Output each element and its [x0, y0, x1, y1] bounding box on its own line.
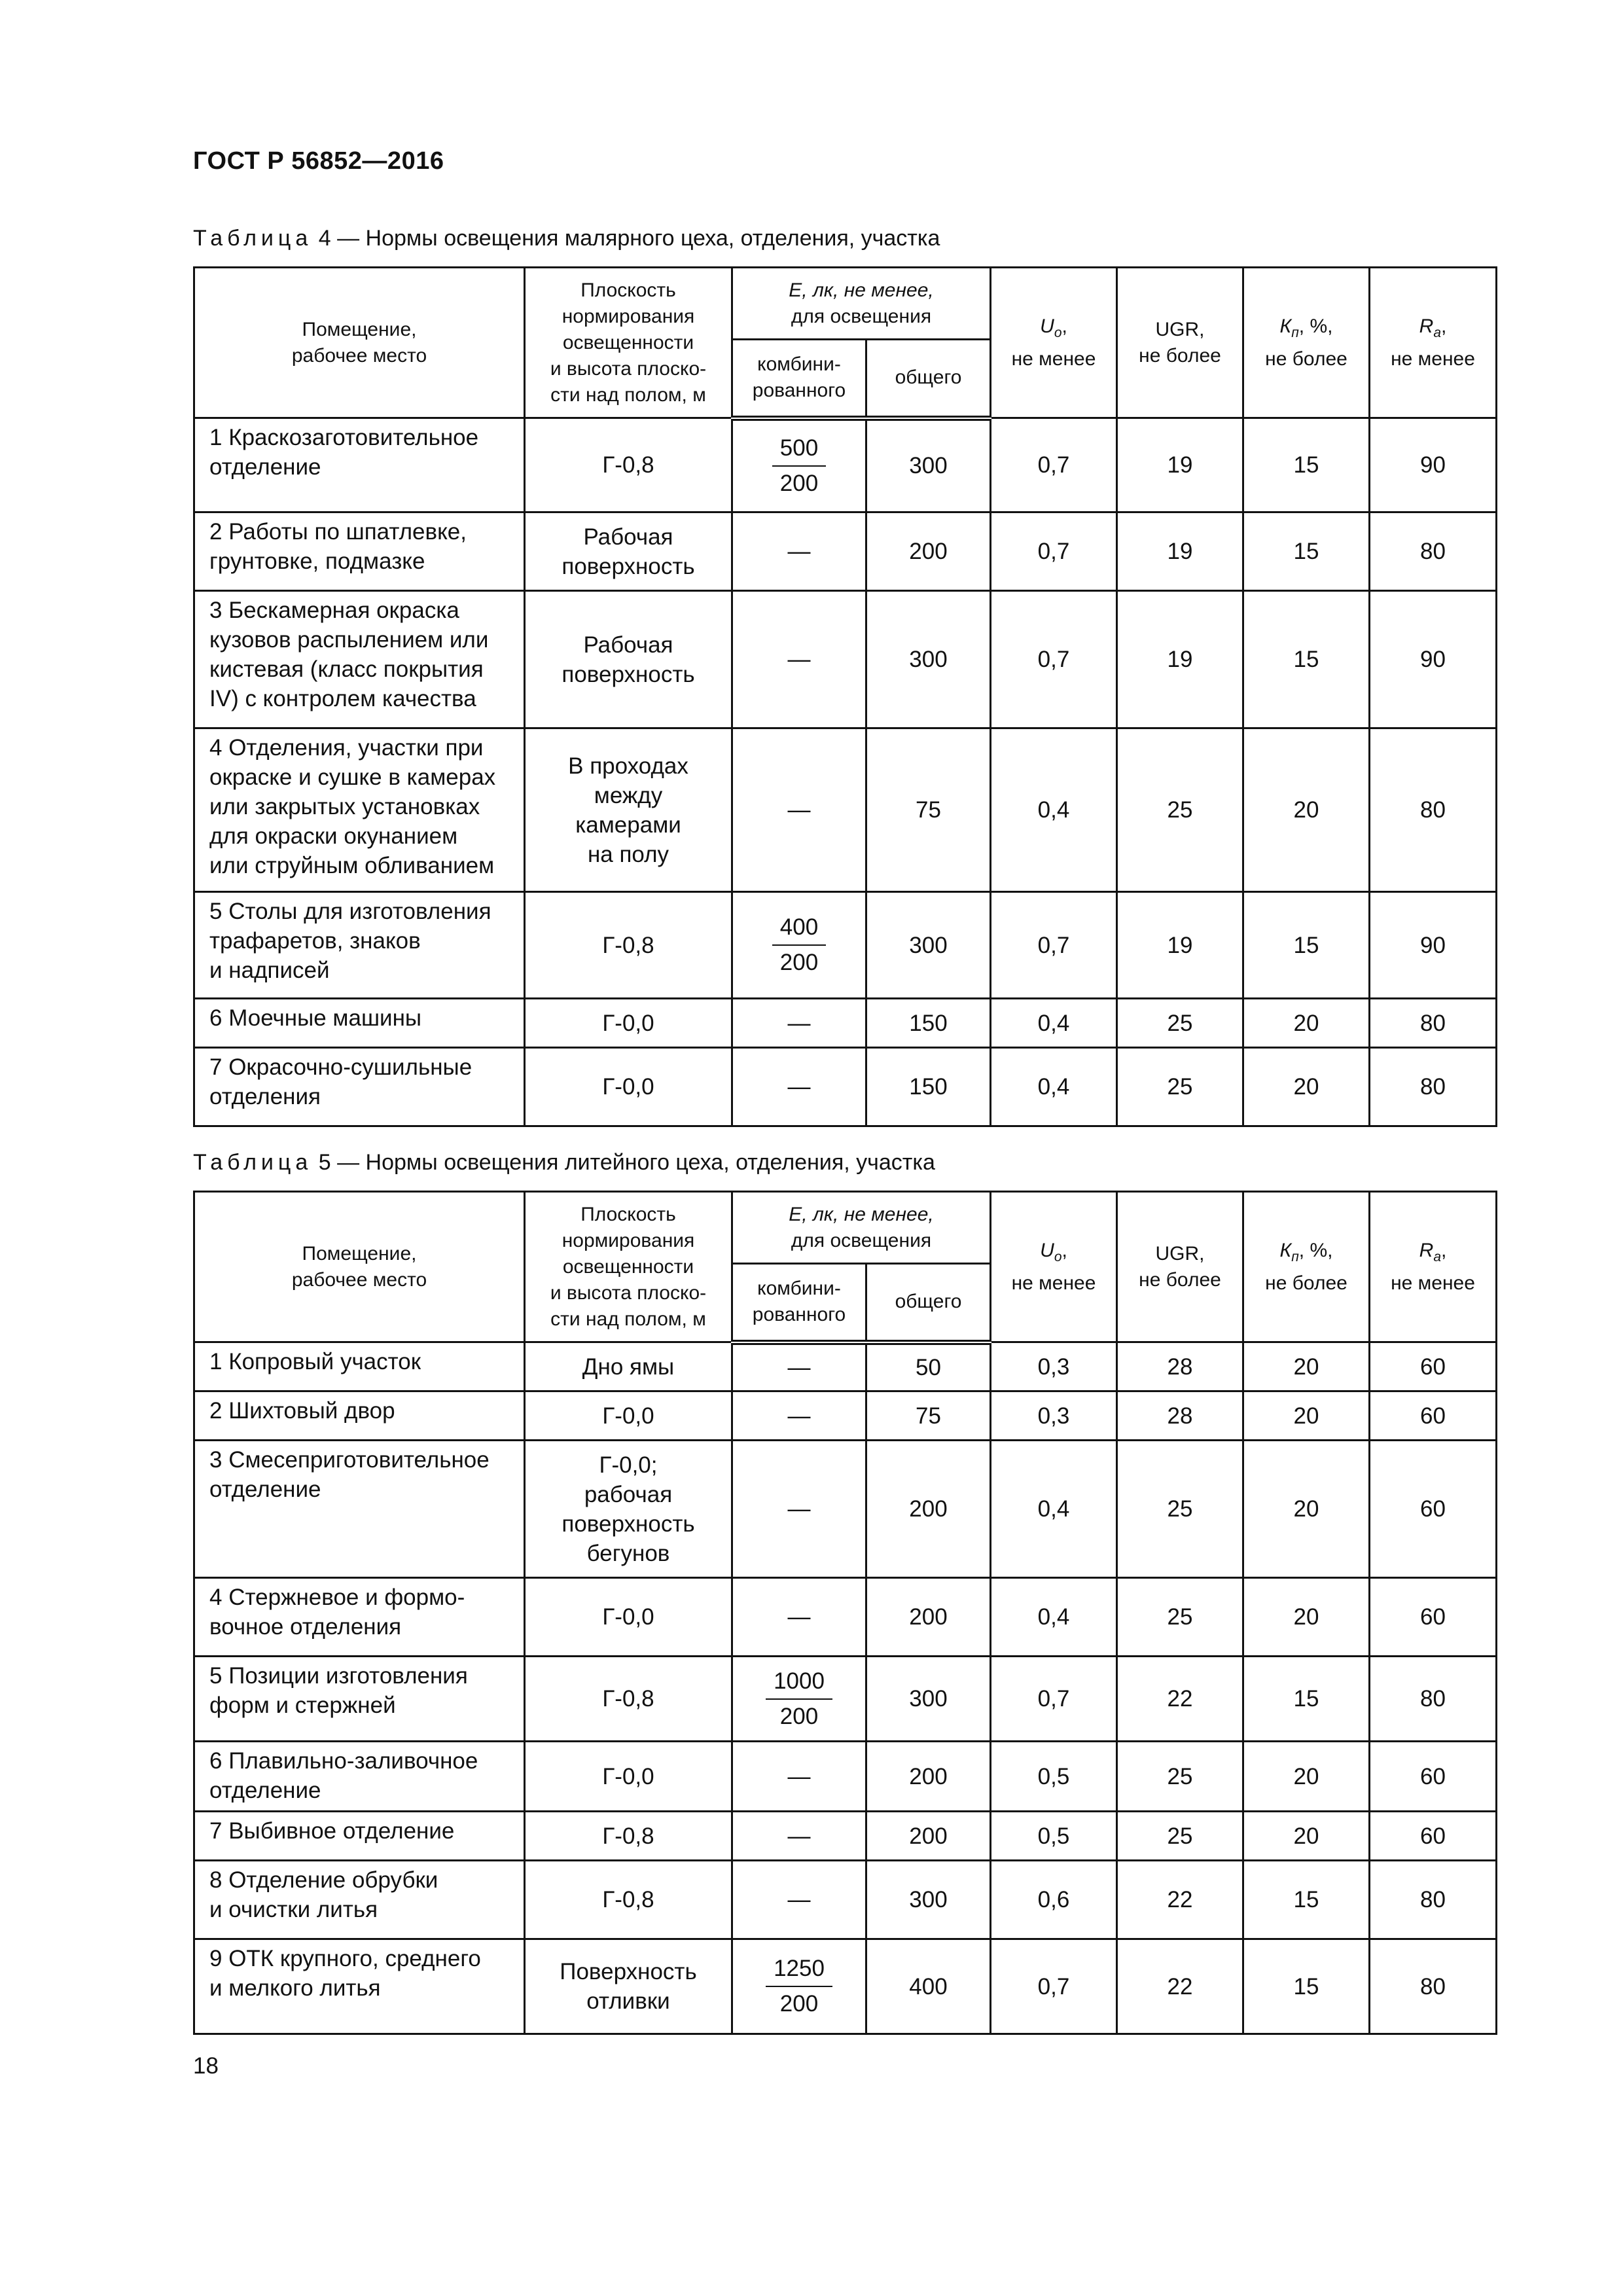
room-name-cell: 5 Позиции изготовления форм и стержней: [194, 1657, 525, 1742]
combined-cell: —: [732, 1812, 866, 1861]
table-row: [194, 1342, 1497, 1391]
general-cell: 50: [866, 1342, 991, 1391]
room-name-cell: 9 ОТК крупного, среднего и мелкого литья: [194, 1939, 525, 2034]
combined-cell: —: [732, 1441, 866, 1578]
header-ugr: UGR, не более: [1117, 268, 1243, 418]
ra-cell: 90: [1370, 418, 1497, 512]
kp-cell: 20: [1243, 728, 1370, 892]
uo-cell: 0,6: [991, 1861, 1117, 1939]
header-kp: $К_п$, %, не более: [1243, 268, 1370, 418]
page-number: 18: [193, 2053, 219, 2079]
header-uo: $U_о$, не менее: [991, 268, 1117, 418]
header-ugr: UGR, не более: [1117, 1192, 1243, 1342]
room-name-cell: 4 Стержневое и формо- вочное отделения: [194, 1578, 525, 1657]
uo-cell: 0,7: [991, 512, 1117, 591]
general-cell: 300: [866, 1657, 991, 1742]
ugr-cell: 22: [1117, 1861, 1243, 1939]
combined-cell: —: [732, 999, 866, 1048]
room-name-cell: 2 Работы по шпатлевке, грунтовке, подмазке: [194, 512, 525, 591]
combined-cell: —: [732, 1342, 866, 1391]
table-row: [194, 1048, 1497, 1126]
fraction: $\frac{400}{200}$: [772, 913, 826, 977]
combined-cell: —: [732, 728, 866, 892]
kp-cell: 20: [1243, 1342, 1370, 1391]
ra-cell: 80: [1370, 728, 1497, 892]
header-general: общего: [866, 340, 991, 418]
fraction: $\frac{1250}{200}$: [766, 1954, 832, 2018]
ra-cell: 60: [1370, 1578, 1497, 1657]
header-kp: $К_п$, %, не более: [1243, 1192, 1370, 1342]
table-row: [194, 418, 1497, 512]
ra-cell: 60: [1370, 1742, 1497, 1812]
plane-cell: Рабочая поверхность: [525, 512, 732, 591]
header-plane: Плоскость нормирования освещенности и высота плоско- сти над полом, м: [525, 1192, 732, 1342]
uo-cell: 0,7: [991, 1939, 1117, 2034]
plane-cell: Г-0,8: [525, 1812, 732, 1861]
general-cell: 200: [866, 1578, 991, 1657]
kp-cell: 20: [1243, 1812, 1370, 1861]
ugr-cell: 19: [1117, 591, 1243, 728]
ra-cell: 90: [1370, 591, 1497, 728]
ra-cell: 80: [1370, 999, 1497, 1048]
kp-cell: 15: [1243, 512, 1370, 591]
uo-cell: 0,4: [991, 999, 1117, 1048]
uo-cell: 0,3: [991, 1342, 1117, 1391]
table-row: [194, 1861, 1497, 1939]
room-name-cell: 2 Шихтовый двор: [194, 1391, 525, 1441]
table-4-caption: [193, 226, 940, 251]
combined-cell: —: [732, 1742, 866, 1812]
fraction: $\frac{1000}{200}$: [766, 1667, 832, 1731]
header-uo: $U_о$, не менее: [991, 1192, 1117, 1342]
kp-cell: 20: [1243, 1391, 1370, 1441]
uo-cell: 0,3: [991, 1391, 1117, 1441]
room-name-cell: 7 Окрасочно-сушильные отделения: [194, 1048, 525, 1126]
plane-cell: Г-0,8: [525, 1657, 732, 1742]
plane-cell: Г-0,0: [525, 1742, 732, 1812]
table-5-caption-word: Таблица: [193, 1150, 313, 1175]
document-title: ГОСТ Р 56852—2016: [193, 147, 444, 175]
general-cell: 200: [866, 1812, 991, 1861]
general-cell: 75: [866, 1391, 991, 1441]
combined-cell: [732, 892, 866, 999]
general-cell: 300: [866, 418, 991, 512]
room-name-cell: 3 Смесеприготовительное отделение: [194, 1441, 525, 1578]
uo-cell: 0,7: [991, 418, 1117, 512]
ugr-cell: 19: [1117, 892, 1243, 999]
ra-cell: 80: [1370, 1657, 1497, 1742]
ugr-cell: 22: [1117, 1657, 1243, 1742]
combined-cell: —: [732, 1048, 866, 1126]
room-name-cell: 6 Моечные машины: [194, 999, 525, 1048]
general-cell: 200: [866, 1441, 991, 1578]
header-general: общего: [866, 1264, 991, 1342]
ugr-cell: 25: [1117, 1578, 1243, 1657]
combined-cell: [732, 1657, 866, 1742]
room-name-cell: 3 Бескамерная окраска кузовов распылением или кистевая (класс покрытия IV) с контролем качества: [194, 591, 525, 728]
table-row: [194, 892, 1497, 999]
table-row: [194, 512, 1497, 591]
uo-cell: 0,4: [991, 1048, 1117, 1126]
general-cell: 300: [866, 892, 991, 999]
header-illuminance: Е, лк, не менее, для освещения: [732, 1192, 991, 1264]
header-plane: Плоскость нормирования освещенности и высота плоско- сти над полом, м: [525, 268, 732, 418]
ugr-cell: 25: [1117, 1048, 1243, 1126]
combined-cell: —: [732, 1578, 866, 1657]
table-row: [194, 728, 1497, 892]
plane-cell: Рабочая поверхность: [525, 591, 732, 728]
kp-cell: 20: [1243, 999, 1370, 1048]
plane-cell: Поверхность отливки: [525, 1939, 732, 2034]
table-row: [194, 1812, 1497, 1861]
table-5-caption-text: 5 — Нормы освещения литейного цеха, отделения, участка: [312, 1150, 935, 1175]
table-row: [194, 1939, 1497, 2034]
table-row: [194, 591, 1497, 728]
header-illuminance: Е, лк, не менее, для освещения: [732, 268, 991, 340]
ugr-cell: 22: [1117, 1939, 1243, 2034]
plane-cell: В проходах между камерами на полу: [525, 728, 732, 892]
plane-cell: Г-0,0; рабочая поверхность бегунов: [525, 1441, 732, 1578]
ugr-cell: 19: [1117, 512, 1243, 591]
room-name-cell: 4 Отделения, участки при окраске и сушке в камерах или закрытых установках для окраски окунанием или струйным обливанием: [194, 728, 525, 892]
kp-cell: 15: [1243, 1939, 1370, 2034]
ugr-cell: 25: [1117, 999, 1243, 1048]
table-row: [194, 1578, 1497, 1657]
general-cell: 300: [866, 1861, 991, 1939]
general-cell: 200: [866, 1742, 991, 1812]
kp-cell: 20: [1243, 1048, 1370, 1126]
ra-cell: 60: [1370, 1441, 1497, 1578]
kp-cell: 15: [1243, 418, 1370, 512]
ugr-cell: 25: [1117, 1812, 1243, 1861]
general-cell: 150: [866, 1048, 991, 1126]
header-room: Помещение, рабочее место: [194, 268, 525, 418]
room-name-cell: 7 Выбивное отделение: [194, 1812, 525, 1861]
table-row: [194, 999, 1497, 1048]
general-cell: 200: [866, 512, 991, 591]
plane-cell: Г-0,0: [525, 1048, 732, 1126]
kp-cell: 15: [1243, 1861, 1370, 1939]
table-4-caption-text: 4 — Нормы освещения малярного цеха, отделения, участка: [312, 226, 940, 251]
uo-cell: 0,5: [991, 1812, 1117, 1861]
combined-cell: —: [732, 1861, 866, 1939]
room-name-cell: 5 Столы для изготовления трафаретов, знаков и надписей: [194, 892, 525, 999]
plane-cell: Г-0,0: [525, 1578, 732, 1657]
ugr-cell: 25: [1117, 728, 1243, 892]
ra-cell: 80: [1370, 512, 1497, 591]
kp-cell: 15: [1243, 591, 1370, 728]
plane-cell: Г-0,8: [525, 418, 732, 512]
header-combined: комбини- рованного: [732, 1264, 866, 1342]
general-cell: 150: [866, 999, 991, 1048]
uo-cell: 0,4: [991, 1441, 1117, 1578]
combined-cell: —: [732, 512, 866, 591]
header-room: Помещение, рабочее место: [194, 1192, 525, 1342]
room-name-cell: 1 Копровый участок: [194, 1342, 525, 1391]
table-row: [194, 1441, 1497, 1578]
plane-cell: Г-0,8: [525, 892, 732, 999]
room-name-cell: 6 Плавильно-заливочное отделение: [194, 1742, 525, 1812]
ugr-cell: 25: [1117, 1441, 1243, 1578]
ugr-cell: 19: [1117, 418, 1243, 512]
plane-cell: Г-0,8: [525, 1861, 732, 1939]
room-name-cell: 8 Отделение обрубки и очистки литья: [194, 1861, 525, 1939]
combined-cell: [732, 418, 866, 512]
table-row: [194, 1742, 1497, 1812]
header-ra: $R_a$, не менее: [1370, 268, 1497, 418]
ra-cell: 80: [1370, 1861, 1497, 1939]
table-row: [194, 1657, 1497, 1742]
ugr-cell: 28: [1117, 1391, 1243, 1441]
ugr-cell: 28: [1117, 1342, 1243, 1391]
ra-cell: 90: [1370, 892, 1497, 999]
plane-cell: Г-0,0: [525, 999, 732, 1048]
uo-cell: 0,7: [991, 1657, 1117, 1742]
combined-cell: —: [732, 591, 866, 728]
table-5-caption: [193, 1150, 935, 1175]
ugr-cell: 25: [1117, 1742, 1243, 1812]
kp-cell: 15: [1243, 892, 1370, 999]
kp-cell: 20: [1243, 1578, 1370, 1657]
combined-cell: [732, 1939, 866, 2034]
ra-cell: 60: [1370, 1342, 1497, 1391]
general-cell: 400: [866, 1939, 991, 2034]
uo-cell: 0,7: [991, 892, 1117, 999]
table-5: [193, 1191, 1497, 2035]
ra-cell: 80: [1370, 1939, 1497, 2034]
kp-cell: 20: [1243, 1441, 1370, 1578]
plane-cell: Дно ямы: [525, 1342, 732, 1391]
fraction: $\frac{500}{200}$: [772, 434, 826, 498]
general-cell: 300: [866, 591, 991, 728]
kp-cell: 20: [1243, 1742, 1370, 1812]
header-combined: комбини- рованного: [732, 340, 866, 418]
ra-cell: 60: [1370, 1812, 1497, 1861]
kp-cell: 15: [1243, 1657, 1370, 1742]
table-4-caption-word: Таблица: [193, 226, 313, 251]
header-ra: $R_a$, не менее: [1370, 1192, 1497, 1342]
table-4: [193, 266, 1497, 1127]
ra-cell: 80: [1370, 1048, 1497, 1126]
uo-cell: 0,7: [991, 591, 1117, 728]
combined-cell: —: [732, 1391, 866, 1441]
general-cell: 75: [866, 728, 991, 892]
table-row: [194, 1391, 1497, 1441]
uo-cell: 0,4: [991, 728, 1117, 892]
plane-cell: Г-0,0: [525, 1391, 732, 1441]
uo-cell: 0,4: [991, 1578, 1117, 1657]
uo-cell: 0,5: [991, 1742, 1117, 1812]
room-name-cell: 1 Краскозаготовительное отделение: [194, 418, 525, 512]
ra-cell: 60: [1370, 1391, 1497, 1441]
